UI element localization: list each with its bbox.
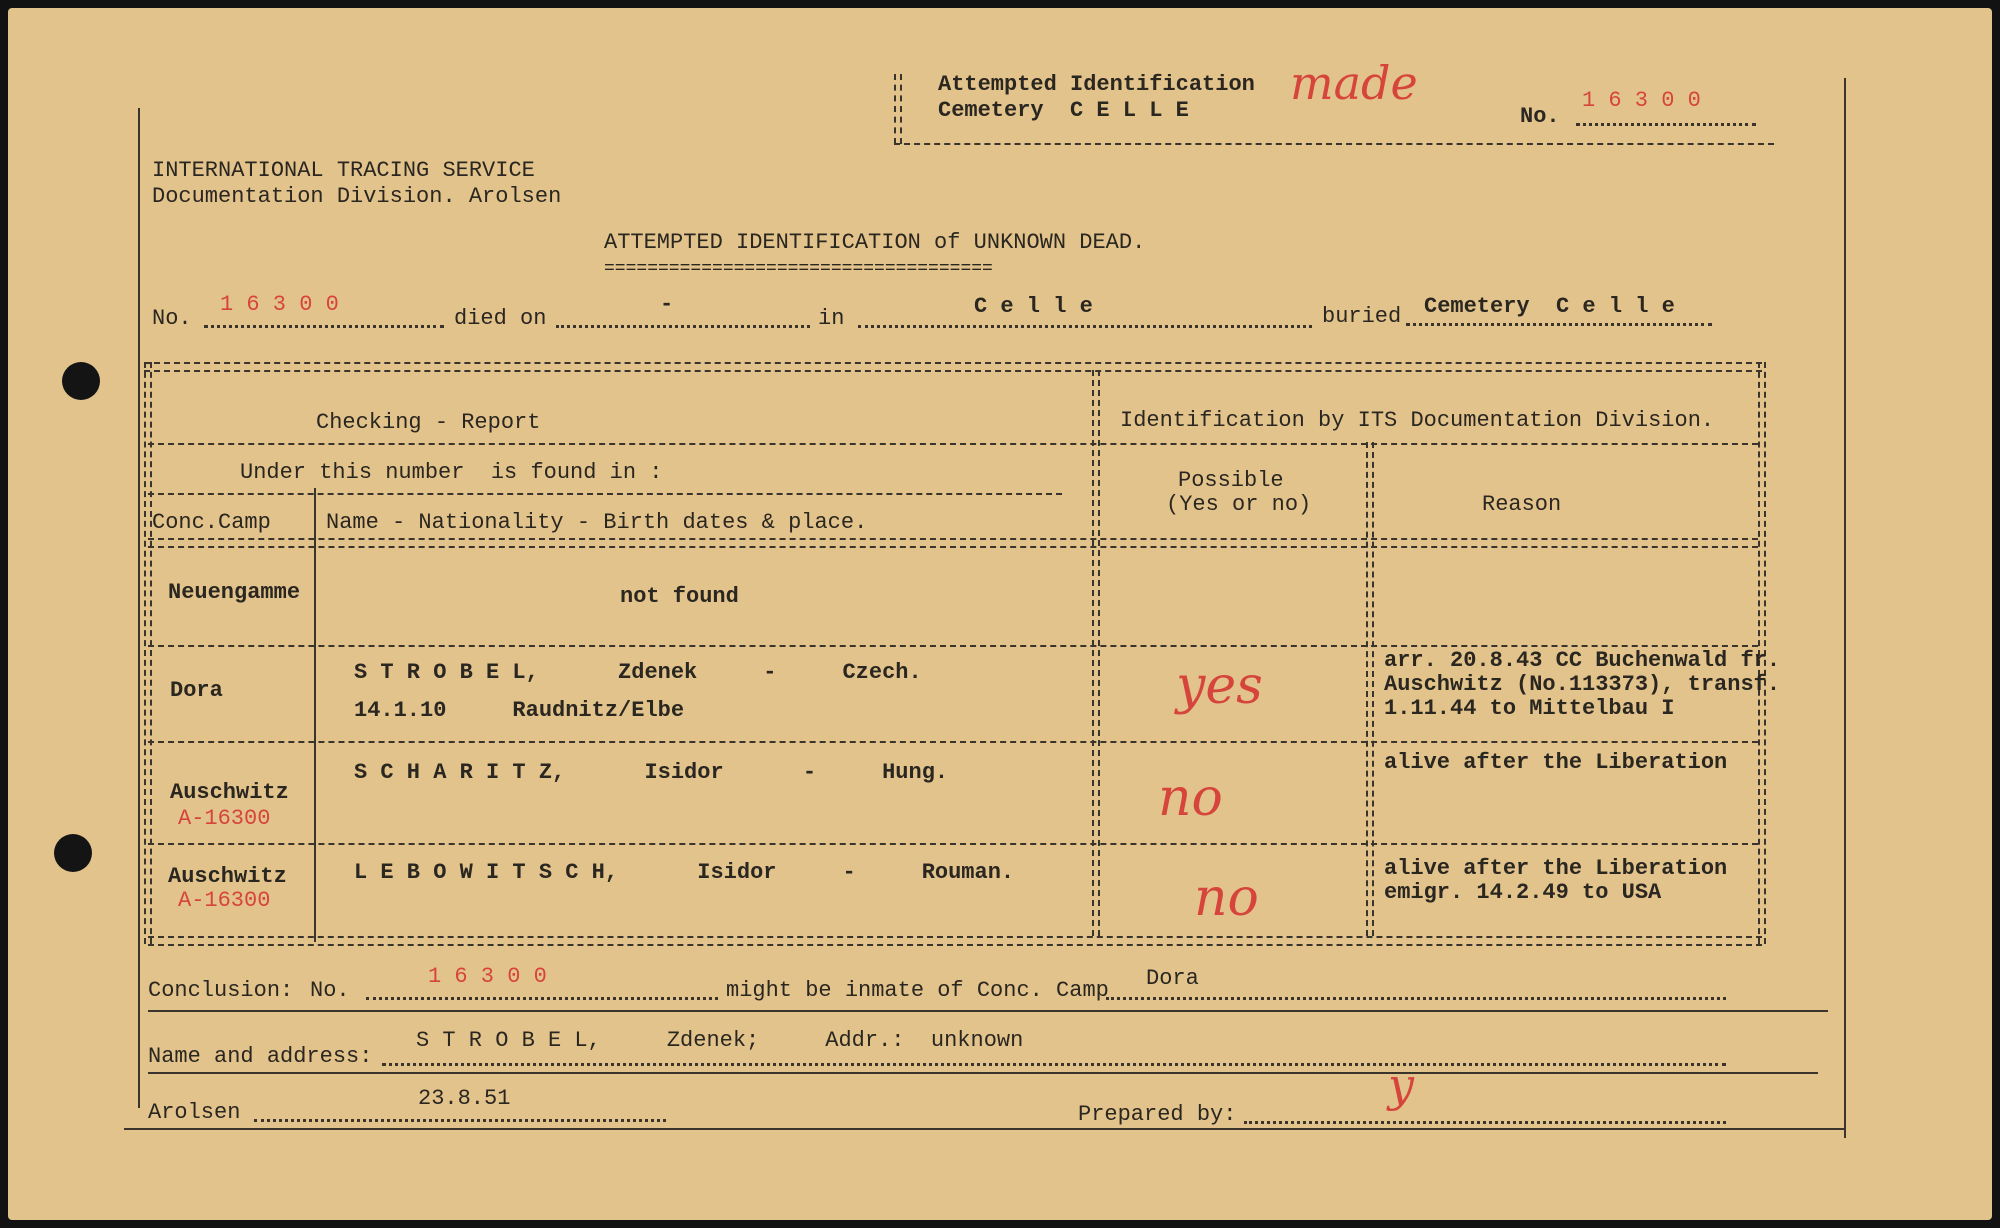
conclusion-camp-dots	[1106, 994, 1726, 1000]
row4-camp: Auschwitz	[168, 864, 287, 889]
table-reason-rule	[1366, 442, 1374, 936]
in-value: C e l l e	[974, 294, 1093, 319]
record-no-value: 1 6 3 0 0	[220, 292, 339, 317]
prepared-by-initial: y	[1388, 1058, 1414, 1112]
row4-reason-line1: alive after the Liberation	[1384, 856, 1728, 881]
table-camp-rule	[314, 488, 316, 942]
buried-label: buried	[1322, 304, 1402, 329]
row3-camp: Auschwitz	[170, 780, 289, 805]
conclusion-no-label: No.	[310, 978, 350, 1003]
conclusion-label: Conclusion:	[148, 978, 294, 1003]
row1-not-found: not found	[620, 584, 739, 609]
row3-bottom-rule	[148, 840, 1758, 845]
col-possible-line2: (Yes or no)	[1166, 492, 1312, 517]
frame-right-rule	[1844, 78, 1846, 1138]
name-address-dots	[382, 1060, 1726, 1066]
table-bottom-rule	[148, 936, 1762, 946]
row4-camp-ref: A-16300	[178, 888, 271, 913]
row2-birth: 14.1.10 Raudnitz/Elbe	[354, 698, 685, 723]
col-possible-line1: Possible	[1178, 468, 1284, 493]
name-address-value: S T R O B E L, Zdenek; Addr.: unknown	[416, 1028, 1024, 1053]
col-name-nationality: Name - Nationality - Birth dates & place.	[326, 510, 868, 535]
in-label: in	[818, 306, 845, 331]
row2-name: S T R O B E L, Zdenek - Czech.	[354, 660, 922, 685]
table-left-rule	[144, 362, 152, 944]
place-dots	[254, 1116, 666, 1122]
conclusion-camp-label: might be inmate of Conc. Camp	[726, 978, 1109, 1003]
header-no-dots	[1576, 120, 1756, 126]
row3-name: S C H A R I T Z, Isidor - Hung.	[354, 760, 949, 785]
frame-bottom-rule	[124, 1128, 1844, 1130]
table-mid-rule	[1092, 370, 1100, 936]
cemetery-label: Cemetery C E L L E	[938, 98, 1189, 123]
org-division: Documentation Division. Arolsen	[152, 184, 562, 209]
its-identification-heading: Identification by ITS Documentation Division.	[1120, 408, 1715, 433]
checking-report-heading: Checking - Report	[316, 410, 541, 435]
in-dots	[858, 322, 1312, 328]
row2-bottom-rule	[148, 738, 1758, 743]
header-box-left-rule	[894, 74, 902, 144]
row2-reason-line2: Auschwitz (No.113373), transf.	[1384, 672, 1781, 697]
place-label: Arolsen	[148, 1100, 241, 1125]
title-rule: ====================================	[604, 259, 993, 279]
row3-reason-line1: alive after the Liberation	[1384, 750, 1728, 775]
table-top-rule	[144, 362, 1762, 372]
tracing-card	[8, 8, 1992, 1220]
header-no-label: No.	[1520, 104, 1560, 129]
conclusion-no-dots	[366, 994, 718, 1000]
attempted-identification-label: Attempted Identification	[938, 72, 1255, 97]
died-on-value: -	[660, 292, 674, 317]
row3-camp-ref: A-16300	[178, 806, 271, 831]
prepared-by-dots	[1244, 1118, 1726, 1124]
header-box-underline	[894, 140, 1774, 145]
row4-possible-no: no	[1194, 868, 1259, 928]
conclusion-camp-value: Dora	[1146, 966, 1199, 991]
header-double-rule	[148, 538, 1758, 548]
found-in-underline	[148, 490, 1062, 495]
conclusion-no-value: 1 6 3 0 0	[428, 964, 547, 989]
record-no-dots	[204, 322, 444, 328]
found-in-label: Under this number is found in :	[240, 460, 663, 485]
row2-reason-line3: 1.11.44 to Mittelbau I	[1384, 696, 1675, 721]
record-no-label: No.	[152, 306, 192, 331]
buried-value: Cemetery C e l l e	[1424, 294, 1675, 319]
died-on-dots	[556, 322, 810, 328]
buried-dots	[1406, 320, 1712, 326]
name-address-label: Name and address:	[148, 1044, 373, 1069]
document-title: ATTEMPTED IDENTIFICATION of UNKNOWN DEAD.	[604, 230, 1146, 255]
row1-camp: Neuengamme	[168, 580, 301, 605]
prepared-by-label: Prepared by:	[1078, 1102, 1237, 1127]
col-reason: Reason	[1482, 492, 1562, 517]
row2-camp: Dora	[170, 678, 223, 703]
org-name: INTERNATIONAL TRACING SERVICE	[152, 158, 535, 183]
row2-possible-yes: yes	[1176, 656, 1263, 716]
row2-reason-line1: arr. 20.8.43 CC Buchenwald fr.	[1384, 648, 1781, 673]
row4-name: L E B O W I T S C H, Isidor - Rouman.	[354, 860, 1015, 885]
punch-hole-bottom	[54, 834, 92, 872]
header-no-value: 1 6 3 0 0	[1582, 88, 1701, 113]
row1-bottom-rule	[148, 642, 1758, 647]
signed-date: 23.8.51	[418, 1086, 511, 1111]
conclusion-rule	[148, 1010, 1828, 1012]
heading-underline	[148, 440, 1758, 445]
row4-reason-line2: emigr. 14.2.49 to USA	[1384, 880, 1662, 905]
made-handwritten-note: made	[1290, 56, 1418, 110]
col-conc-camp: Conc.Camp	[152, 510, 271, 535]
punch-hole-top	[62, 362, 100, 400]
frame-left-rule	[138, 108, 140, 1108]
row3-possible-no: no	[1158, 768, 1223, 828]
name-address-rule	[148, 1072, 1818, 1074]
died-on-label: died on	[454, 306, 547, 331]
